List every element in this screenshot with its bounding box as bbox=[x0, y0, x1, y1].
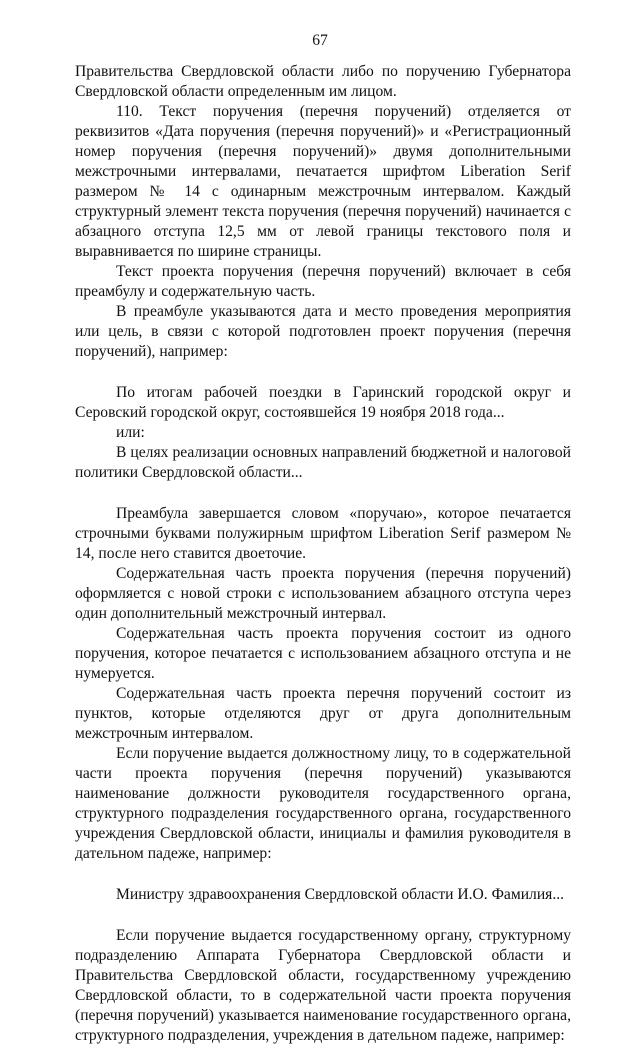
paragraph-p1: Правительства Свердловской области либо по поручению Губернатора Свердловской области определенным им лицом. bbox=[75, 63, 571, 100]
paragraph-p10: Содержательная часть проекта поручения состоит из одного поручения, которое печатается с использованием абзацного отступа и не нумеруется. bbox=[75, 625, 571, 682]
paragraph-p3: Текст проекта поручения (перечня поручений) включает в себя преамбулу и содержательную часть. bbox=[75, 263, 571, 300]
page-number: 67 bbox=[312, 32, 328, 49]
paragraph-spacer bbox=[75, 362, 571, 383]
paragraph-p2: 110. Текст поручения (перечня поручений) отделяется от реквизитов «Дата поручения (перечня поручений)» и «Регистрационный номер поручения (перечня поручений)» двумя дополнительными межстрочными интервалами, печатается шрифтом Liberation Serif размером № 14 с одинарным межстрочным интервалом. Каждый структурный элемент текста поручения (перечня поручений) начинается с абзацного отступа 12,5 мм от левой границы текстового поля и выравнивается по ширине страницы. bbox=[75, 103, 571, 260]
paragraph-p8: Преамбула завершается словом «поручаю», которое печатается строчными буквами полужирным шрифтом Liberation Serif размером № 14, после него ставится двоеточие. bbox=[75, 505, 571, 562]
paragraph-p9: Содержательная часть проекта поручения (перечня поручений) оформляется с новой строки с использованием абзацного отступа через один дополнительный межстрочный интервал. bbox=[75, 565, 571, 622]
paragraph-p14: Если поручение выдается государственному органу, структурному подразделению Аппарата Губернатора Свердловской области и Правительства Свердловской области, государственному учреждению Свердловской области, то в содержательной части проекта поручения (перечня поручений) указывается наименование государственного органа, структурного подразделения, учреждения в дательном падеже, например: bbox=[75, 927, 571, 1044]
paragraph-p11: Содержательная часть проекта перечня поручений состоит из пунктов, которые отделяются друг от друга дополнительным межстрочным интервалом. bbox=[75, 685, 571, 742]
paragraph-p6: или: bbox=[116, 424, 145, 441]
paragraph-p7: В целях реализации основных направлений бюджетной и налоговой политики Свердловской области... bbox=[75, 444, 571, 481]
paragraph-spacer bbox=[75, 483, 571, 504]
paragraph-p12: Если поручение выдается должностному лицу, то в содержательной части проекта поручения (перечня поручений) указываются наименование должности руководителя государственного органа, структурного подразделения государственного органа, государственного учреждения Свердловской области, инициалы и фамилия руководителя в дательном падеже, например: bbox=[75, 745, 571, 862]
document-body bbox=[75, 62, 571, 1046]
paragraph-p4: В преамбуле указываются дата и место проведения мероприятия или цель, в связи с которой подготовлен проект поручения (перечня поручений), например: bbox=[75, 303, 571, 360]
paragraph-p13: Министру здравоохранения Свердловской области И.О. Фамилия... bbox=[116, 886, 565, 903]
paragraph-spacer bbox=[75, 905, 571, 926]
paragraph-spacer bbox=[75, 864, 571, 885]
paragraph-p5: По итогам рабочей поездки в Гаринский городской округ и Серовский городской округ, состоявшейся 19 ноября 2018 года... bbox=[75, 384, 571, 421]
